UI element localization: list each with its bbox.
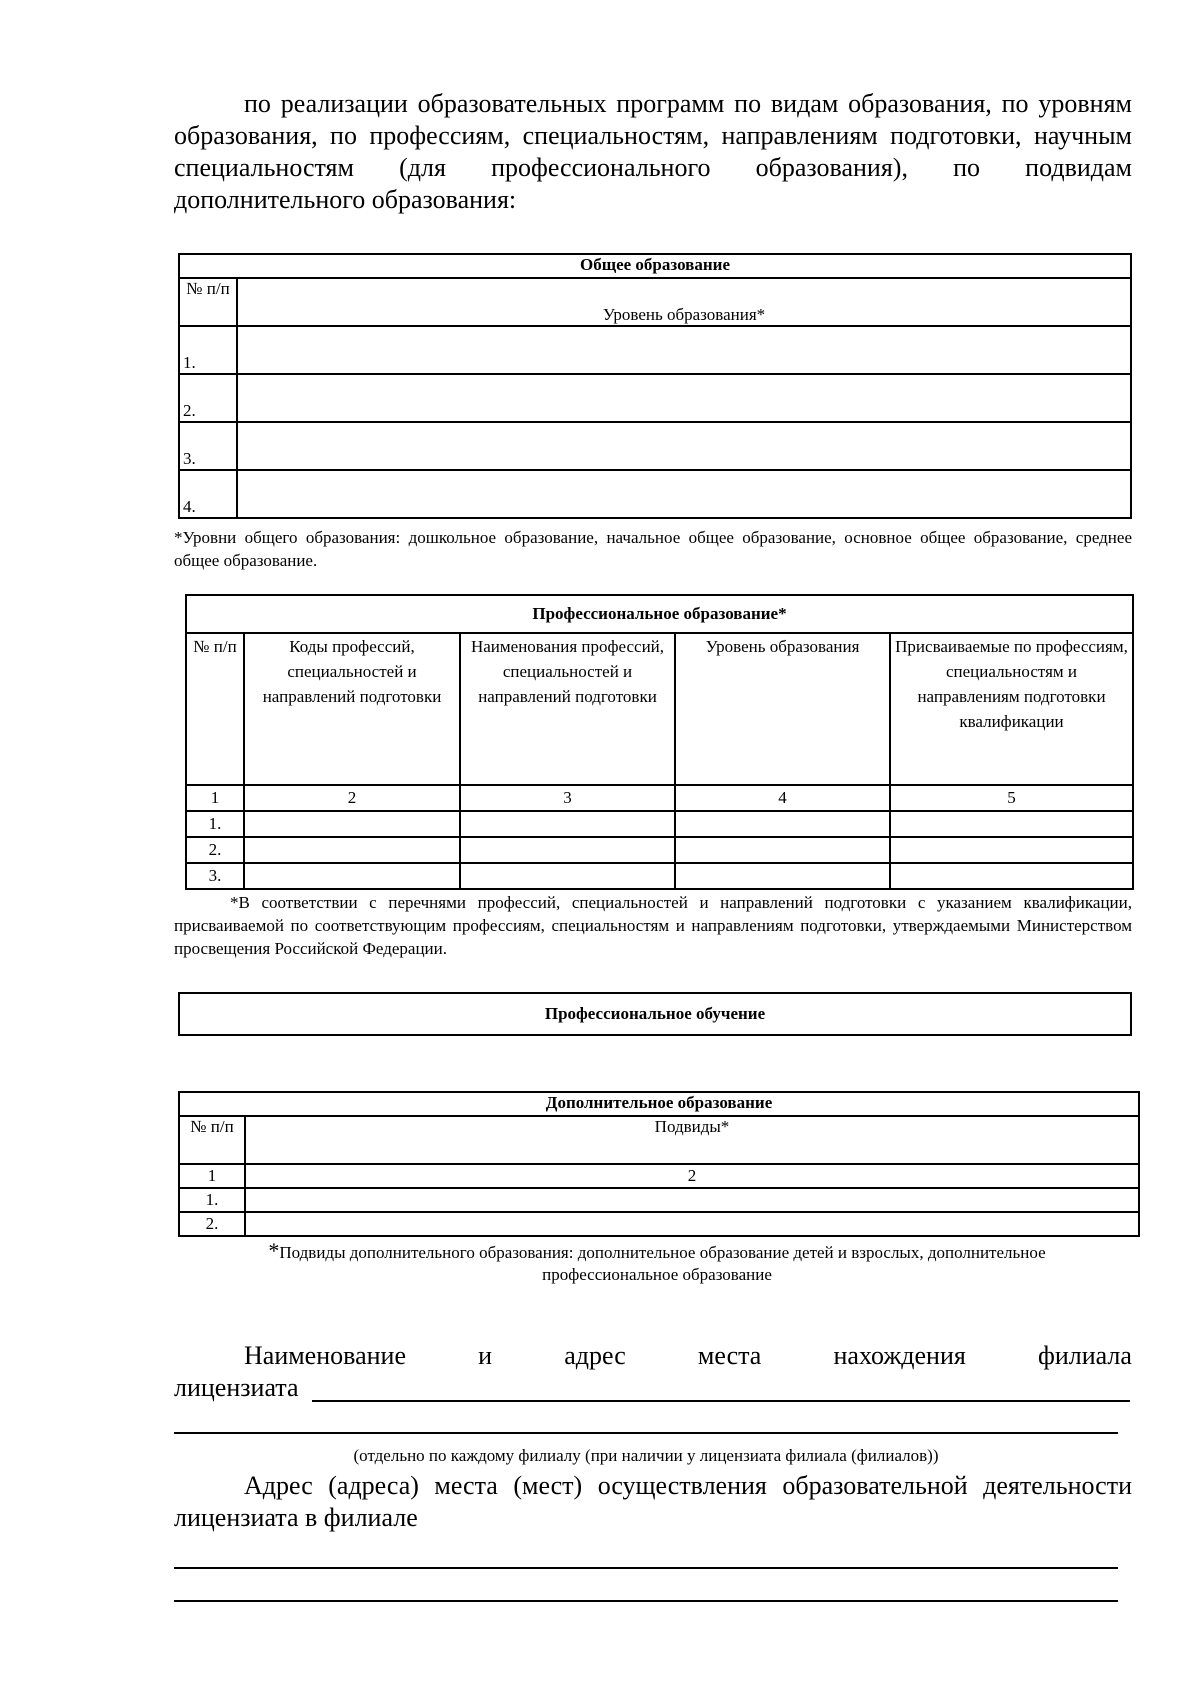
- general-education-table: [178, 253, 1132, 519]
- address-field-1[interactable]: [174, 1567, 1118, 1569]
- row-number: 2.: [179, 374, 237, 422]
- additional-education-note: [174, 1240, 1140, 1286]
- table-cell[interactable]: [244, 837, 460, 863]
- column-header-number: № п/п: [186, 633, 244, 785]
- branch-name-field[interactable]: [312, 1400, 1130, 1402]
- table-cell[interactable]: [237, 374, 1131, 422]
- table-cell[interactable]: [890, 837, 1133, 863]
- address-field-2[interactable]: [174, 1600, 1118, 1602]
- row-number: 3.: [179, 422, 237, 470]
- table-cell[interactable]: [675, 837, 890, 863]
- column-header-number: № п/п: [179, 278, 237, 326]
- table-cell[interactable]: [675, 811, 890, 837]
- table-cell[interactable]: [460, 811, 675, 837]
- table-cell[interactable]: [460, 863, 675, 889]
- table-title: Дополнительное образование: [179, 1092, 1139, 1116]
- row-number: 2.: [186, 837, 244, 863]
- column-number: 3: [460, 785, 675, 811]
- column-number: 1: [186, 785, 244, 811]
- branch-hint: (отдельно по каждому филиалу (при наличии у лицензиата филиала (филиалов)): [353, 1446, 939, 1465]
- table-cell[interactable]: [237, 470, 1131, 518]
- column-header-subtypes: Подвиды*: [245, 1116, 1139, 1164]
- column-header-names: Наименования профессий, специальностей и направлений подготовки: [460, 633, 675, 785]
- row-number: 3.: [186, 863, 244, 889]
- additional-education-table: [178, 1091, 1140, 1237]
- table-cell[interactable]: [245, 1188, 1139, 1212]
- table-title: Профессиональное образование*: [186, 595, 1133, 633]
- column-number: 2: [244, 785, 460, 811]
- professional-training-box: [178, 992, 1132, 1036]
- professional-education-note: *В соответствии с перечнями профессий, специальностей и направлений подготовки с указанием квалификации, присваиваемой по соответствующим профессиям, специальностям и направлениям подготовки, утверждаемыми Министерством просвещения Российской Федерации.: [174, 893, 1132, 958]
- heading-word: Наименование: [244, 1341, 406, 1370]
- column-header-codes: Коды профессий, специальностей и направлений подготовки: [244, 633, 460, 785]
- table-title: Общее образование: [179, 254, 1131, 278]
- table-cell[interactable]: [890, 863, 1133, 889]
- intro-paragraph: по реализации образовательных программ по видам образования, по уровням образования, по профессиям, специальностям, направлениям подготовки, научным специальностям (для профессионального образования), по подвидам дополнительного образования:: [174, 89, 1132, 214]
- row-number: 1.: [179, 326, 237, 374]
- branch-name-field-2[interactable]: [174, 1432, 1118, 1434]
- column-number: 5: [890, 785, 1133, 811]
- table-cell[interactable]: [244, 863, 460, 889]
- heading-word: адрес: [564, 1341, 626, 1370]
- box-title: Профессиональное обучение: [544, 1004, 766, 1023]
- heading-word: и: [478, 1341, 493, 1370]
- note-line-2: профессиональное образование: [542, 1265, 772, 1284]
- general-education-note: *Уровни общего образования: дошкольное образование, начальное общее образование, основное общее образование, среднее общее образование.: [174, 528, 1132, 570]
- table-cell[interactable]: [244, 811, 460, 837]
- column-header-qualifications: Присваиваемые по профессиям, специальностям и направлениям подготовки квалификации: [890, 633, 1133, 785]
- row-number: 1.: [186, 811, 244, 837]
- column-number: 2: [245, 1164, 1139, 1188]
- table-cell[interactable]: [675, 863, 890, 889]
- note-line-1: Подвиды дополнительного образования: дополнительное образование детей и взрослых, дополнительное: [279, 1243, 1046, 1262]
- column-header-number: № п/п: [179, 1116, 245, 1164]
- branch-heading-line: [174, 1340, 1132, 1372]
- address-paragraph: Адрес (адреса) места (мест) осуществления образовательной деятельности лицензиата в филиале: [174, 1471, 1132, 1532]
- column-number: 4: [675, 785, 890, 811]
- heading-word: места: [697, 1341, 762, 1370]
- table-cell[interactable]: [460, 837, 675, 863]
- heading-word: нахождения: [833, 1341, 966, 1370]
- table-cell[interactable]: [245, 1212, 1139, 1236]
- column-header-level: Уровень образования*: [237, 278, 1131, 326]
- table-cell[interactable]: [890, 811, 1133, 837]
- professional-education-table: [185, 594, 1134, 890]
- table-cell[interactable]: [237, 422, 1131, 470]
- note-asterisk: *: [268, 1238, 280, 1263]
- column-header-level: Уровень образования: [675, 633, 890, 785]
- heading-word: филиала: [1038, 1341, 1132, 1370]
- table-cell[interactable]: [237, 326, 1131, 374]
- row-number: 2.: [179, 1212, 245, 1236]
- row-number: 4.: [179, 470, 237, 518]
- row-number: 1.: [179, 1188, 245, 1212]
- column-number: 1: [179, 1164, 245, 1188]
- licensee-label: лицензиата: [174, 1373, 299, 1402]
